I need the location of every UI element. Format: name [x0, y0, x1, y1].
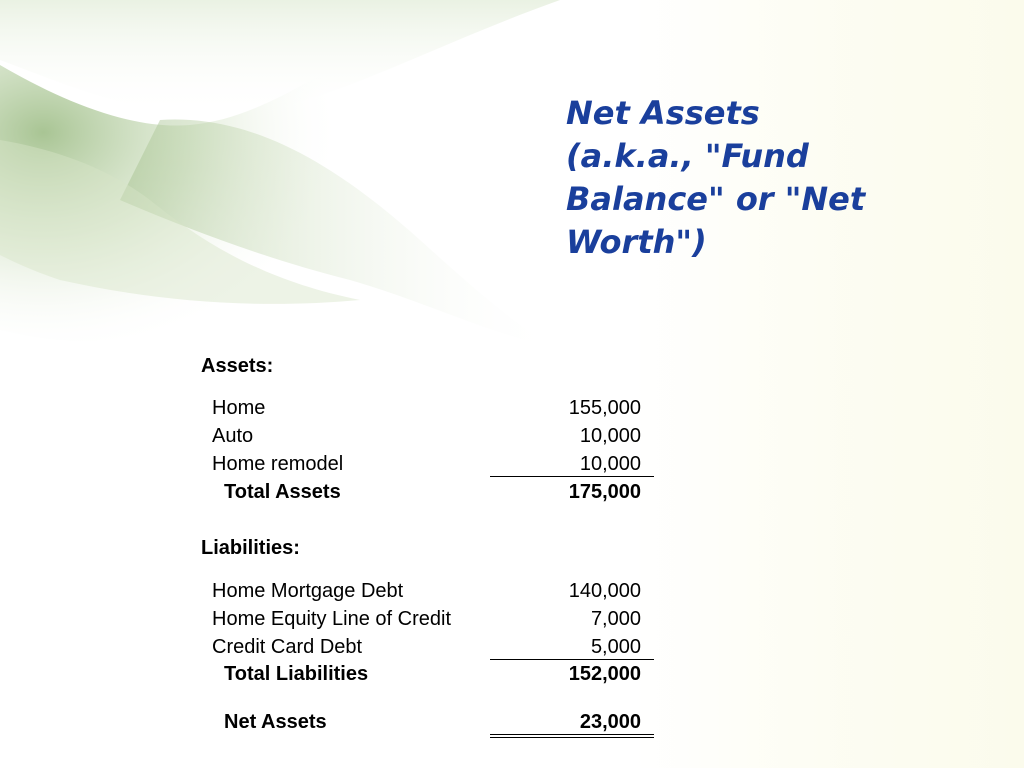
total-liabilities-label: Total Liabilities [224, 663, 369, 685]
double-underline-bottom [490, 737, 654, 738]
asset-label: Auto [212, 425, 254, 447]
total-liabilities-value: 152,000 [568, 663, 641, 685]
slide-title: Net Assets (a.k.a., "Fund Balance" or "Net Worth") [566, 94, 866, 261]
liabilities-heading: Liabilities: [201, 537, 300, 559]
total-assets-value: 175,000 [568, 481, 641, 503]
net-assets-label: Net Assets [224, 711, 327, 733]
net-assets-value: 23,000 [579, 711, 641, 733]
asset-label: Home remodel [212, 453, 344, 475]
subtotal-rule [490, 659, 654, 660]
liability-label: Credit Card Debt [212, 636, 363, 658]
liability-value: 5,000 [590, 636, 641, 658]
asset-value: 10,000 [579, 425, 641, 447]
liability-value: 140,000 [568, 580, 641, 602]
total-assets-label: Total Assets [224, 481, 341, 503]
liability-label: Home Equity Line of Credit [212, 608, 452, 630]
double-underline-top [490, 734, 654, 735]
assets-heading: Assets: [201, 355, 274, 377]
liability-label: Home Mortgage Debt [212, 580, 404, 602]
asset-value: 10,000 [579, 453, 641, 475]
asset-value: 155,000 [568, 397, 641, 419]
liability-value: 7,000 [590, 608, 641, 630]
asset-label: Home [212, 397, 266, 419]
subtotal-rule [490, 476, 654, 477]
